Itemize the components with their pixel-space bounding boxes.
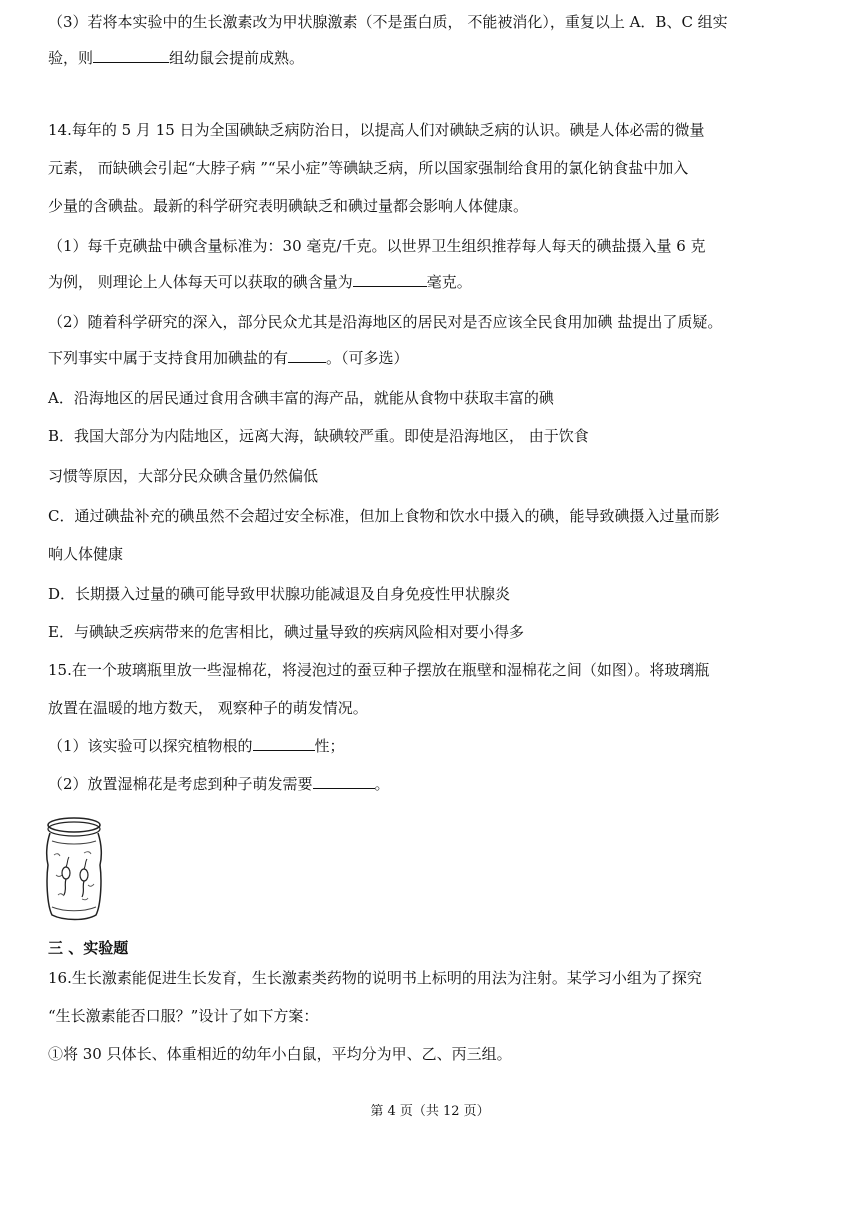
q13-part3-line1: （3）若将本实验中的生长激素改为甲状腺激素（不是蛋白质， 不能被消化），重复以上 A．B、C 组实 <box>48 13 728 31</box>
q14-part1-line1: （1）每千克碘盐中碘含量标准为：30 毫克/千克。以世界卫生组织推荐每人每天的碘盐摄入量 6 克 <box>48 237 706 255</box>
answer-blank[interactable] <box>353 272 427 287</box>
q14-option-b-line2: 习惯等原因，大部分民众碘含量仍然偏低 <box>48 467 319 485</box>
answer-blank[interactable] <box>253 736 315 751</box>
answer-blank[interactable] <box>93 48 169 63</box>
q14-option-d: D．长期摄入过量的碘可能导致甲状腺功能减退及自身免疫性甲状腺炎 <box>48 585 511 603</box>
q16-step1: ①将 30 只体长、体重相近的幼年小白鼠，平均分为甲、乙、丙三组。 <box>48 1045 512 1063</box>
q15-intro-line1: 15.在一个玻璃瓶里放一些湿棉花，将浸泡过的蚕豆种子摆放在瓶壁和湿棉花之间（如图）。将玻璃瓶 <box>48 661 710 679</box>
q14-part2-line1: （2）随着科学研究的深入，部分民众尤其是沿海地区的居民对是否应该全民食用加碘 盐提出了质疑。 <box>48 313 723 331</box>
q16-intro-line1: 16.生长激素能促进生长发育，生长激素类药物的说明书上标明的用法为注射。某学习小组为了探究 <box>48 969 702 987</box>
q14-option-c-line1: C．通过碘盐补充的碘虽然不会超过安全标准，但加上食物和饮水中摄入的碘，能导致碘摄入过量而影 <box>48 507 720 525</box>
q14-option-e: E．与碘缺乏疾病带来的危害相比，碘过量导致的疾病风险相对要小得多 <box>48 623 524 641</box>
q14-part1-line2: 为例， 则理论上人体每天可以获取的碘含量为 毫克。 <box>48 273 472 291</box>
section-heading: 三 、实验题 <box>48 939 129 957</box>
q14-part2-line2: 下列事实中属于支持食用加碘盐的有 。（可多选） <box>48 349 409 367</box>
q15-part2: （2）放置湿棉花是考虑到种子萌发需要 。 <box>48 775 390 793</box>
q14-intro-line1: 14.每年的 5 月 15 日为全国碘缺乏病防治日，以提高人们对碘缺乏病的认识。碘是人体必需的微量 <box>48 121 705 139</box>
glass-jar-figure <box>44 815 104 925</box>
q14-option-b-line1: B．我国大部分为内陆地区，远离大海，缺碘较严重。即使是沿海地区， 由于饮食 <box>48 427 589 445</box>
q15-part1: （1）该实验可以探究植物根的 性； <box>48 737 345 755</box>
q14-intro-line3: 少量的含碘盐。最新的科学研究表明碘缺乏和碘过量都会影响人体健康。 <box>48 197 529 215</box>
page-number: 第 4 页（共 12 页） <box>370 1104 490 1119</box>
q14-option-c-line2: 响人体健康 <box>48 545 124 563</box>
answer-blank[interactable] <box>288 348 326 363</box>
q14-option-a: A．沿海地区的居民通过食用含碘丰富的海产品，就能从食物中获取丰富的碘 <box>48 389 554 407</box>
q13-part3-line2: 验，则 组幼鼠会提前成熟。 <box>48 49 305 67</box>
q16-intro-line2: “生长激素能否口服？”设计了如下方案： <box>48 1007 319 1025</box>
q15-intro-line2: 放置在温暖的地方数天， 观察种子的萌发情况。 <box>48 699 368 717</box>
answer-blank[interactable] <box>313 774 375 789</box>
q14-intro-line2: 元素， 而缺碘会引起“大脖子病 ”“呆小症”等碘缺乏病，所以国家强制给食用的氯化钠食盐中加入 <box>48 159 689 177</box>
